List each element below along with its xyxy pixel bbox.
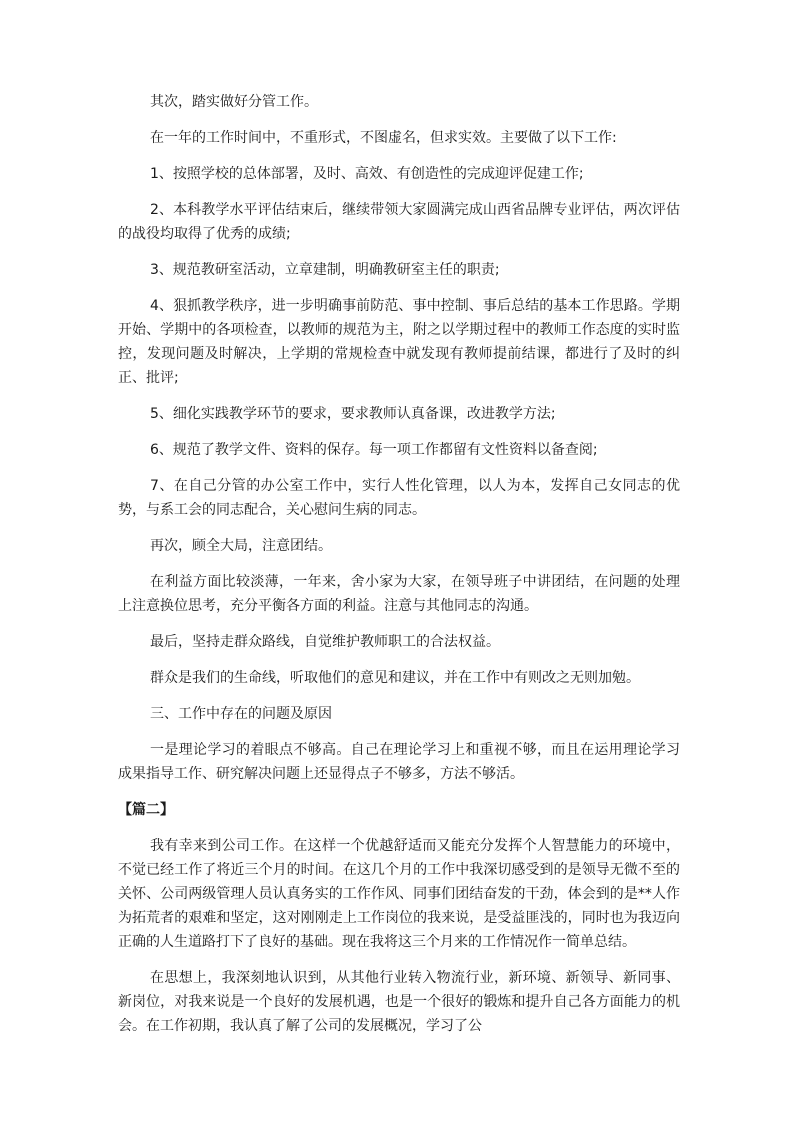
paragraph: 4、狠抓教学秩序，进一步明确事前防范、事中控制、事后总结的基本工作思路。学期开始、学期中的各项检查，以教师的规范为主，附之以学期过程中的教师工作态度的实时监控，发现问题及时解决，上学期的常规检查中就发现有教师提前结课，都进行了及时的纠正、批评; xyxy=(118,298,680,386)
paragraph: 7、在自己分管的办公室工作中，实行人性化管理，以人为本，发挥自己女同志的优势，与系工会的同志配合，关心慰问生病的同志。 xyxy=(118,478,680,518)
paragraph: 三、工作中存在的问题及原因 xyxy=(150,706,332,722)
paragraph: 5、细化实践教学环节的要求，要求教师认真备课，改进教学方法; xyxy=(150,406,556,422)
paragraph: 6、规范了教学文件、资料的保存。每一项工作都留有文性资料以备查阅; xyxy=(150,442,598,458)
paragraph: 我有幸来到公司工作。在这样一个优越舒适而又能充分发挥个人智慧能力的环境中，不觉已经工作了将近三个月的时间。在这几个月的工作中我深切感受到的是领导无微不至的关怀、公司两级管理人员认真务实的工作作风、同事们团结奋发的干劲，体会到的是**人作为拓荒者的艰难和坚定，这对刚刚走上工作岗位的我来说，是受益匪浅的，同时也为我迈向正确的人生道路打下了良好的基础。现在我将这三个月来的工作情况作一简单总结。 xyxy=(118,838,680,950)
paragraph: 最后，坚持走群众路线，自觉维护教师职工的合法权益。 xyxy=(150,634,500,650)
paragraph: 2、本科教学水平评估结束后，继续带领大家圆满完成山西省品牌专业评估，两次评估的战役均取得了优秀的成绩; xyxy=(118,202,680,242)
paragraph: 在思想上，我深刻地认识到，从其他行业转入物流行业，新环境、新领导、新同事、新岗位，对我来说是一个良好的发展机遇，也是一个很好的锻炼和提升自己各方面能力的机会。在工作初期，我认真了解了公司的发展概况，学习了公 xyxy=(118,970,680,1034)
paragraph: 3、规范教研室活动，立章建制，明确教研室主任的职责; xyxy=(150,262,500,278)
document-page xyxy=(118,90,680,1050)
paragraph: 群众是我们的生命线，听取他们的意见和建议，并在工作中有则改之无则加勉。 xyxy=(150,670,640,686)
paragraph: 一是理论学习的着眼点不够高。自己在理论学习上和重视不够，而且在运用理论学习成果指导工作、研究解决问题上还显得点子不够多，方法不够活。 xyxy=(118,742,680,782)
paragraph: 在一年的工作时间中，不重形式，不图虚名，但求实效。主要做了以下工作: xyxy=(150,130,617,146)
paragraph: 在利益方面比较淡薄，一年来，舍小家为大家，在领导班子中讲团结，在问题的处理上注意换位思考，充分平衡各方面的利益。注意与其他同志的沟通。 xyxy=(118,574,680,614)
paragraph: 再次，顾全大局，注意团结。 xyxy=(150,538,332,554)
section-heading: 【篇二】 xyxy=(118,802,174,818)
paragraph: 其次，踏实做好分管工作。 xyxy=(150,94,318,110)
paragraph: 1、按照学校的总体部署，及时、高效、有创造性的完成迎评促建工作; xyxy=(150,166,584,182)
